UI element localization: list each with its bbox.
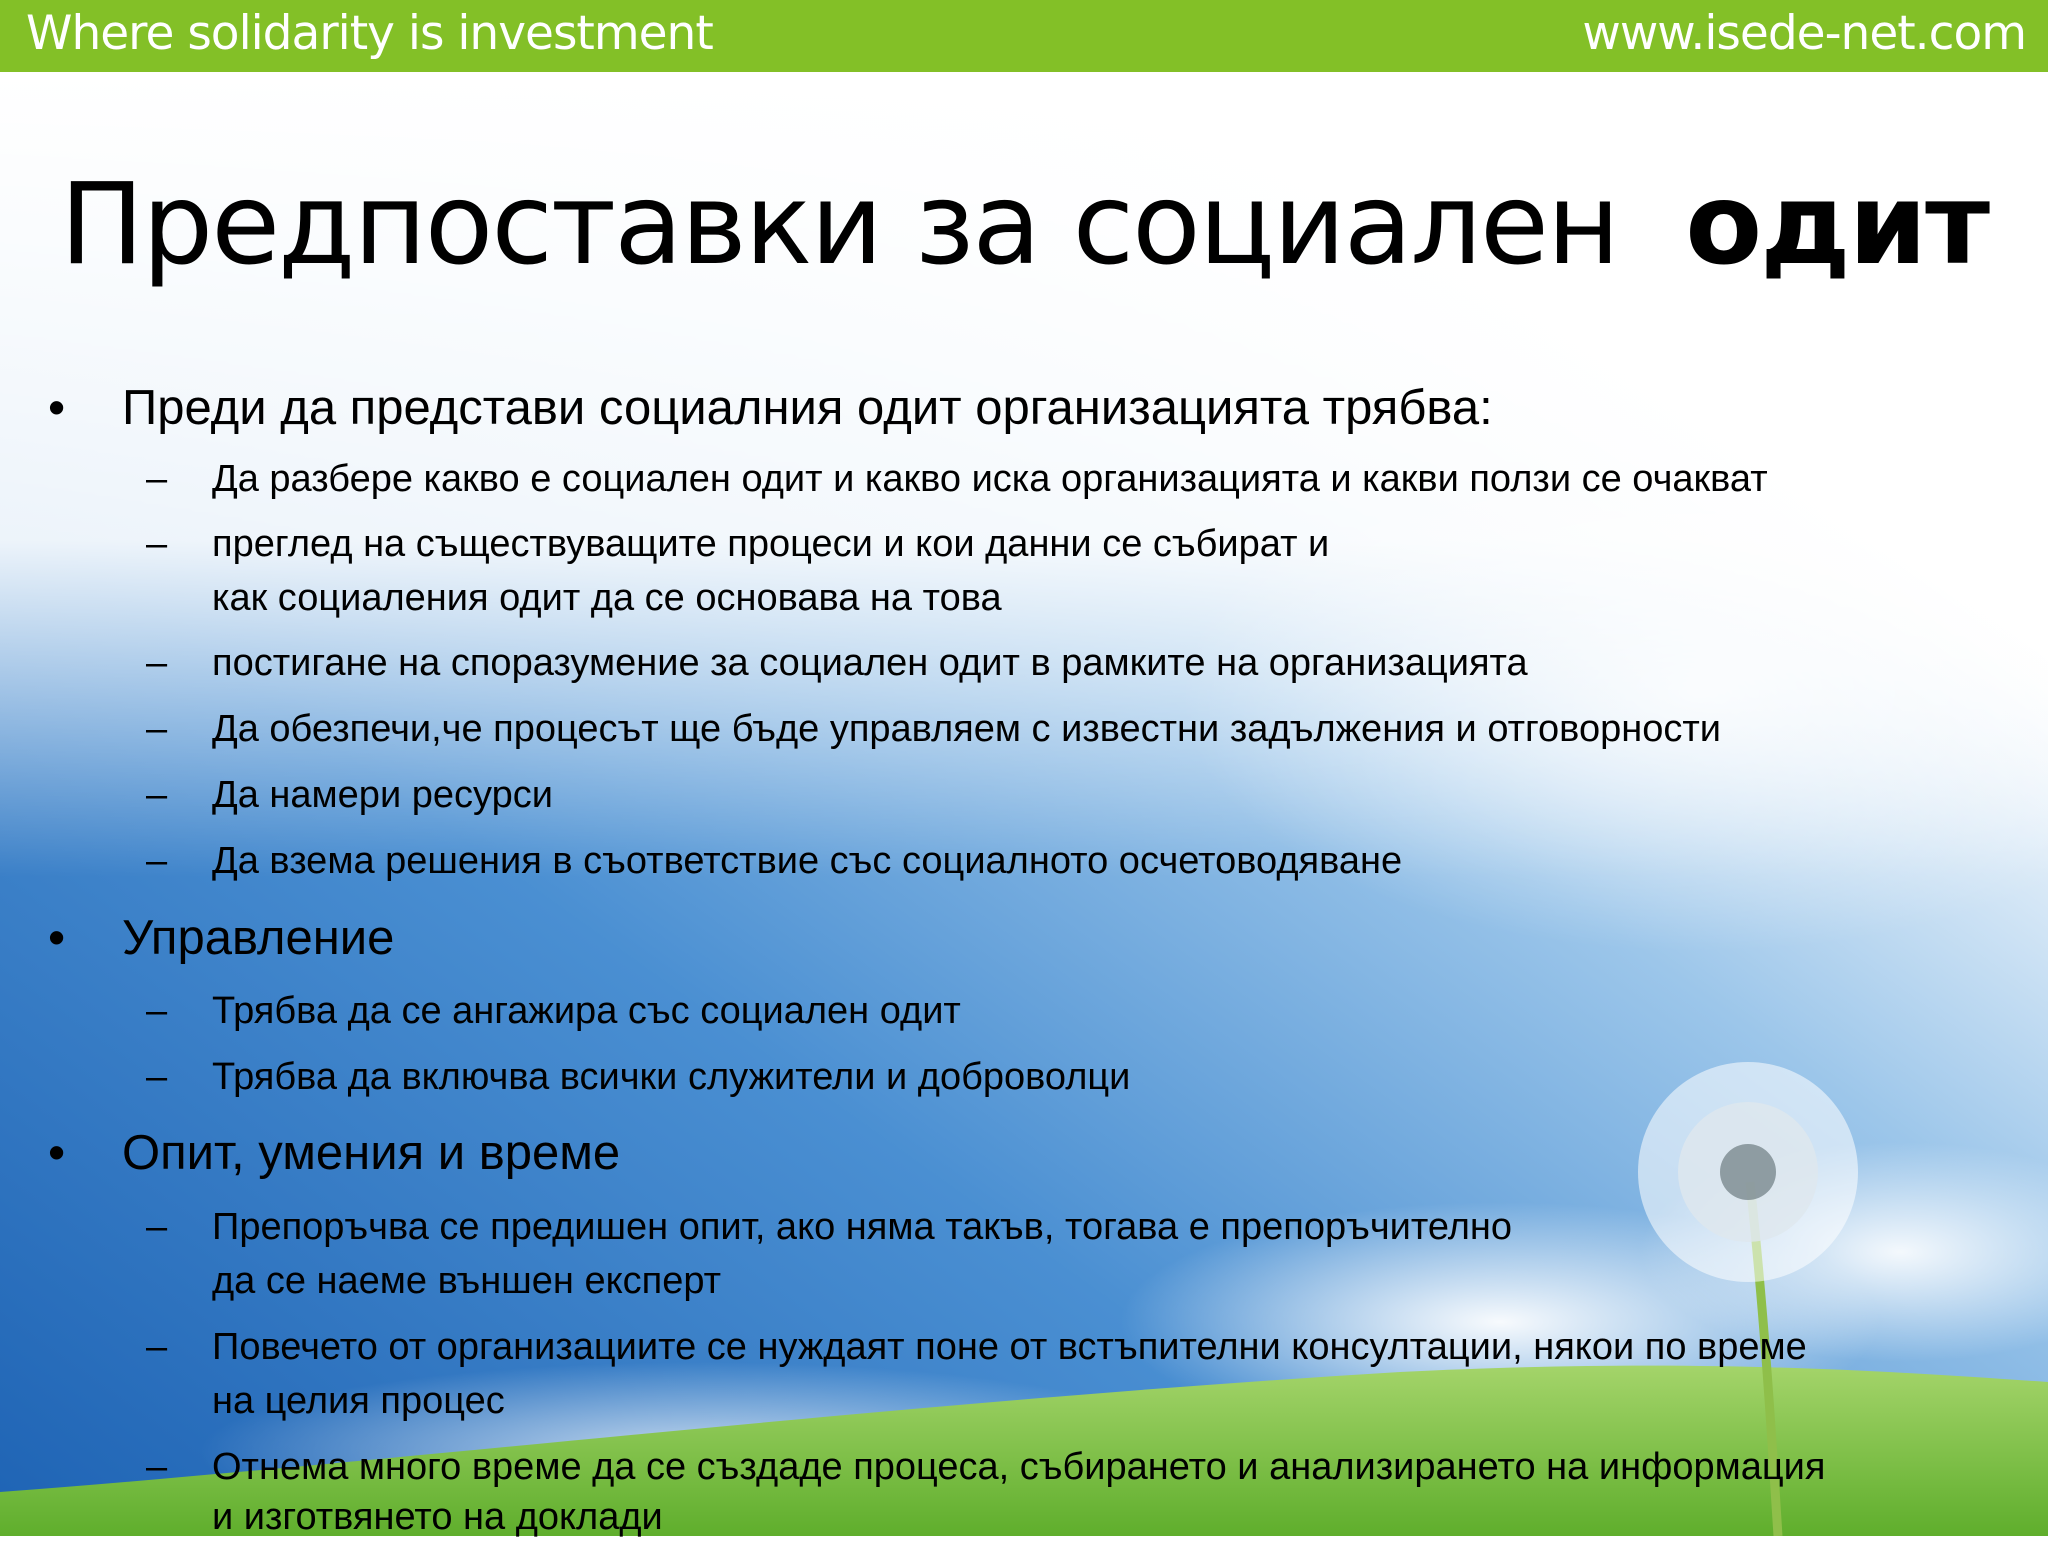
dash-glyph: – xyxy=(146,1326,168,1368)
sub-bullet-text: Да взема решения в съответствие със социалното осчетоводяване xyxy=(212,840,1403,882)
dash-glyph: – xyxy=(146,1206,168,1248)
header-tagline: Where solidarity is investment xyxy=(26,6,713,61)
dash-glyph: – xyxy=(146,708,168,750)
sub-bullet-text: и изготвянето на доклади xyxy=(212,1496,663,1538)
sub-bullet-text: как социаления одит да се основава на това xyxy=(212,577,1002,619)
sub-bullet-text: на целия процес xyxy=(212,1380,505,1422)
header-website[interactable]: www.isede-net.com xyxy=(1582,6,2026,61)
slide-title xyxy=(0,160,2048,290)
dash-glyph: – xyxy=(146,1056,168,1098)
dash-glyph: – xyxy=(146,523,168,565)
sub-bullet-text: Отнема много време да се създаде процеса, събирането и анализирането на информация xyxy=(212,1446,1826,1488)
slide-title-bold: одит xyxy=(1685,160,1989,290)
sub-bullet-text: Трябва да се ангажира със социален одит xyxy=(212,990,961,1032)
bullet-glyph: • xyxy=(48,381,66,435)
dash-glyph: – xyxy=(146,1446,168,1488)
dash-glyph: – xyxy=(146,840,168,882)
sub-bullet-text: да се наеме външен експерт xyxy=(212,1260,722,1302)
bullet-glyph: • xyxy=(48,911,66,965)
sub-bullet-text: постигане на споразумение за социален одит в рамките на организацията xyxy=(212,642,1528,684)
dash-glyph: – xyxy=(146,990,168,1032)
sub-bullet-text: Да обезпечи,че процесът ще бъде управляем с известни задължения и отговорности xyxy=(212,708,1721,750)
sub-bullet-text: Препоръчва се предишен опит, ако няма такъв, тогава е препоръчително xyxy=(212,1206,1512,1248)
sub-bullet-text: преглед на съществуващите процеси и кои данни се събират и xyxy=(212,523,1330,565)
bullet-heading: Управление xyxy=(122,911,395,965)
dash-glyph: – xyxy=(146,642,168,684)
bullet-glyph: • xyxy=(48,1126,66,1180)
sub-bullet-text: Да разбере какво е социален одит и какво иска организацията и какви ползи се очакват xyxy=(212,458,1768,500)
sub-bullet-text: Повечето от организациите се нуждаят поне от встъпителни консултации, някои по време xyxy=(212,1326,1807,1368)
sub-bullet-text: Трябва да включва всички служители и доброволци xyxy=(212,1056,1131,1098)
dash-glyph: – xyxy=(146,774,168,816)
dash-glyph: – xyxy=(146,458,168,500)
bullet-heading: Опит, умения и време xyxy=(122,1126,621,1180)
slide-title-regular: Предпоставки за социален xyxy=(59,160,1619,290)
header-bar xyxy=(0,0,2048,72)
sub-bullet-text: Да намери ресурси xyxy=(212,774,553,816)
bullet-heading: Преди да представи социалния одит организацията трябва: xyxy=(122,381,1493,435)
